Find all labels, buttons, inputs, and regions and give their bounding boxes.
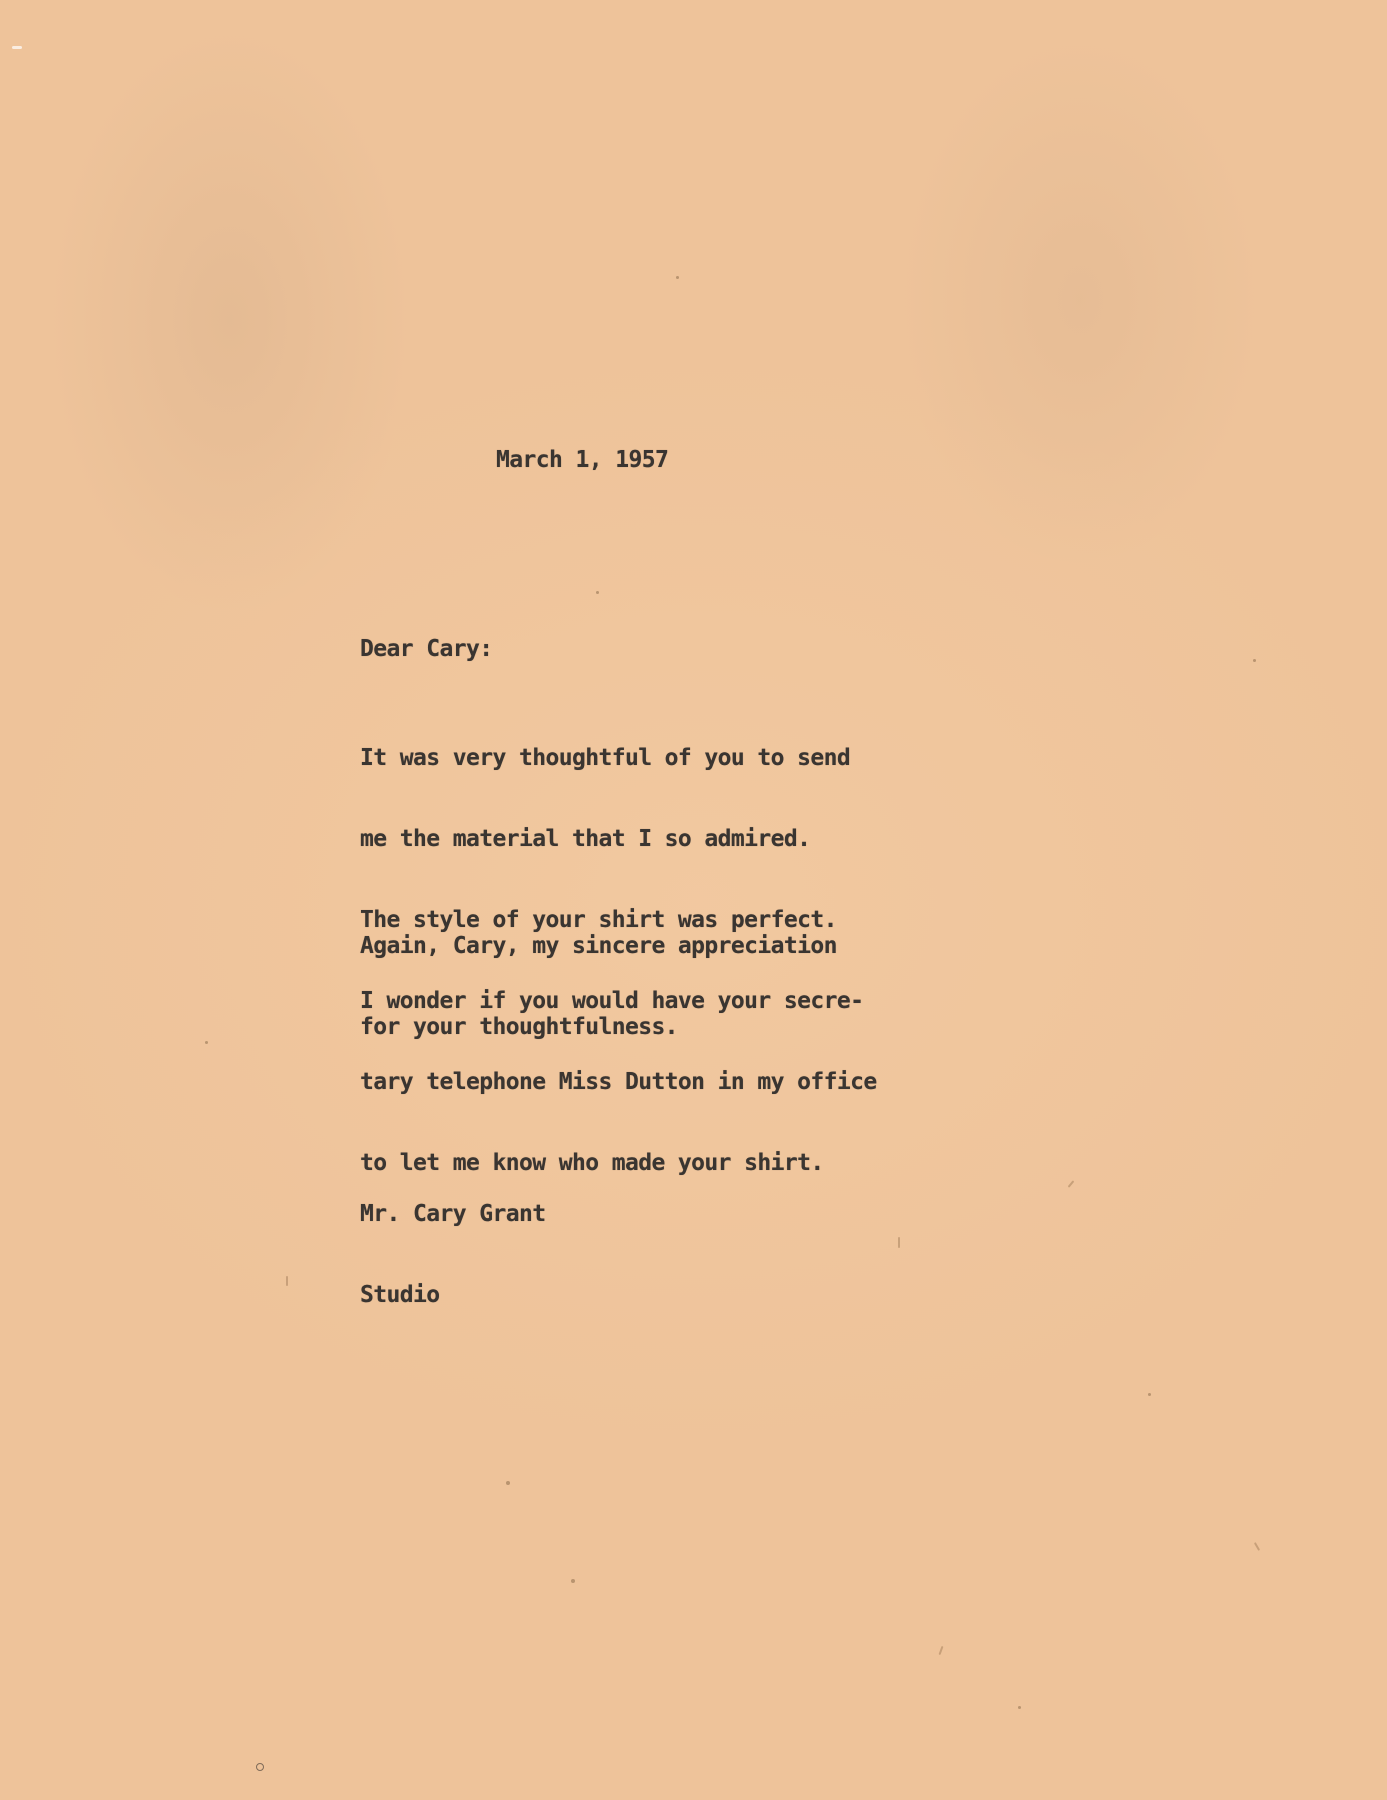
paper-speck [1253, 659, 1256, 662]
paper-fiber [898, 1237, 900, 1248]
letter-paragraph-2 [360, 879, 837, 1095]
paper-fiber [1254, 1542, 1260, 1551]
paper-speck [205, 1041, 208, 1044]
paragraph-line: tary telephone Miss Dutton in my office [360, 1069, 877, 1095]
paragraph-line: The style of your shirt was perfect. [360, 907, 837, 933]
letter-date: March 1, 1957 [496, 447, 669, 473]
paper-fiber [1068, 1180, 1075, 1187]
addressee-name: Mr. Cary Grant [360, 1201, 546, 1227]
letter-salutation: Dear Cary: [360, 636, 493, 662]
paragraph-line: I wonder if you would have your secre- [360, 988, 864, 1014]
addressee-location: Studio [360, 1282, 440, 1308]
paper-speck [506, 1481, 510, 1485]
paper-speck [676, 276, 679, 279]
paragraph-line: Again, Cary, my sincere appreciation [360, 933, 837, 959]
paragraph-line: It was very thoughtful of you to send [360, 745, 851, 771]
paper-hole [256, 1763, 264, 1771]
letter-addressee [360, 1147, 545, 1363]
paper-speck [1018, 1706, 1021, 1709]
paragraph-line: to let me know who made your shirt. [360, 1150, 824, 1176]
paper-fiber [939, 1646, 944, 1655]
paper-fiber [286, 1276, 288, 1286]
paper-speck [571, 1579, 575, 1583]
paragraph-line: for your thoughtfulness. [360, 1014, 678, 1040]
paper-speck [1148, 1393, 1151, 1396]
paper-speck [596, 591, 599, 594]
paper-mark [12, 46, 22, 49]
paragraph-line: me the material that I so admired. [360, 826, 811, 852]
